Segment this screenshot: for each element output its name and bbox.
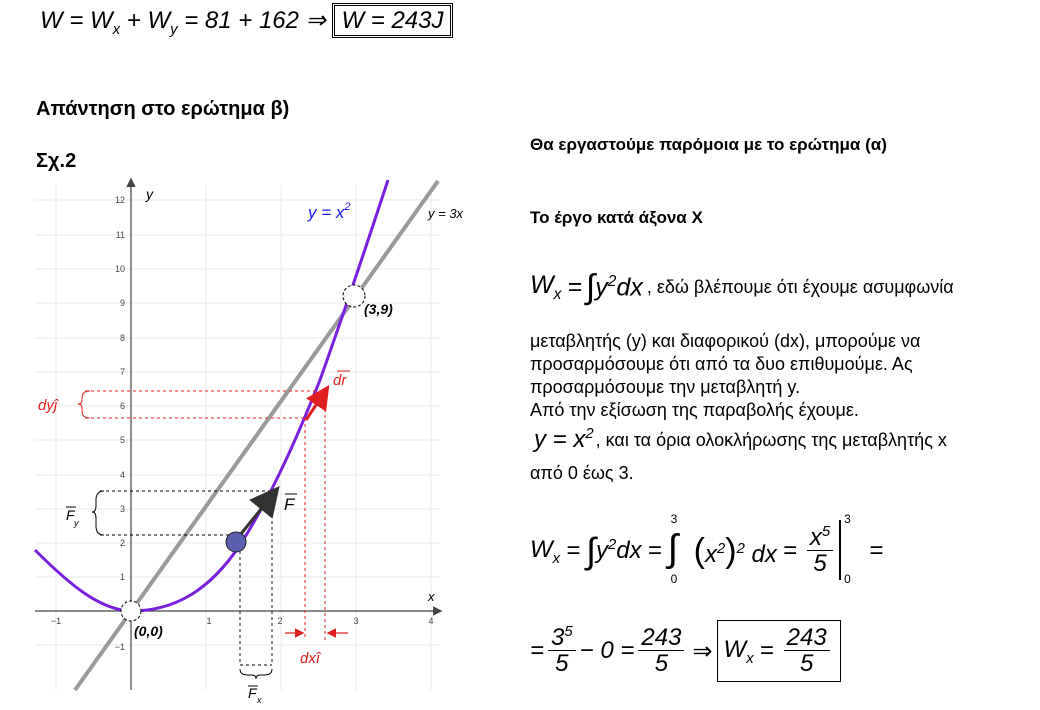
equals: = — [530, 637, 545, 664]
Fx-label: F — [248, 685, 257, 701]
eval-upper: 3 — [844, 512, 851, 526]
explanation-paragraph — [530, 330, 920, 422]
Fy-brace — [92, 491, 104, 535]
y-tick: 12 — [114, 195, 125, 205]
x-tick-labels — [51, 616, 434, 626]
sub-x: x — [112, 21, 121, 38]
limits-line: από 0 έως 3. — [530, 463, 634, 483]
Fy-sub: y — [74, 518, 79, 528]
diagram-fig2 — [30, 175, 500, 705]
sub-y: y — [170, 21, 178, 38]
y-axis-label: y — [146, 186, 153, 202]
eval-lower: 0 — [844, 572, 851, 586]
fraction-3pow5-5: $\frac{3^5}{5}$ — [548, 625, 576, 678]
y-tick: 1 — [119, 572, 125, 582]
x-tick: 3 — [353, 616, 359, 626]
x-axis-label: x — [428, 589, 435, 604]
top-equation — [40, 6, 453, 38]
y-tick: 7 — [119, 367, 125, 377]
dr-label: dr — [333, 372, 347, 389]
origin-marker — [121, 601, 141, 621]
y-tick: 8 — [119, 333, 125, 343]
para-line: προσαρμόσουμε την μεταβλητή y. — [530, 377, 801, 397]
equals: = — [647, 537, 662, 564]
integral-equation — [530, 512, 884, 586]
top-eq-result-box: W = 243J — [332, 3, 452, 38]
integrand-2: $y^2dx$ — [595, 537, 642, 564]
top-eq-plus: + W — [126, 7, 171, 34]
Fx-sub: x — [257, 695, 262, 705]
para-line: προσαρμόσουμε ότι από τα δυο επιθυμούμε. Ας — [530, 354, 913, 374]
integral-sign: ∫ — [586, 530, 596, 571]
intersection-marker — [343, 285, 365, 307]
upper-limit: 3 — [670, 512, 678, 526]
figure-label: Σχ.2 — [36, 150, 77, 172]
dy-brace — [78, 391, 90, 418]
y-tick: 4 — [119, 470, 125, 480]
top-eq-rest: = 81 + 162 ⇒ — [184, 7, 326, 34]
para-line: Από την εξίσωση της παραβολής έχουμε. — [530, 400, 859, 420]
y-tick: 10 — [114, 264, 125, 274]
dy-guides — [85, 391, 325, 640]
parabola-label: $y = x^2$ — [308, 201, 351, 222]
wx-symbol: $W_x$ — [530, 271, 562, 303]
dy-label: dyĵ — [38, 397, 58, 414]
wx-intro-line — [530, 268, 954, 307]
origin-label: (0,0) — [134, 623, 163, 639]
dx-label: dxî — [300, 650, 321, 667]
Fx-brace — [240, 669, 272, 679]
wx-result-box: $W_x$ = $\frac{243}{5}$ — [717, 620, 841, 683]
equals: = — [782, 537, 797, 564]
section-heading: Απάντηση στο ερώτημα β) — [36, 98, 290, 120]
particle-ball — [226, 532, 246, 552]
implies-arrow: ⇒ — [692, 637, 713, 665]
F-label: F — [284, 495, 295, 514]
x-tick: 2 — [277, 616, 283, 626]
point-label: (3,9) — [364, 301, 393, 317]
y-eq-x2: $y = x^2$ — [534, 426, 594, 453]
evaluation-bar — [837, 512, 859, 586]
x-tick: 1 — [206, 616, 212, 626]
lower-limit: 0 — [670, 572, 678, 586]
wx-symbol-2: $W_x$ — [530, 535, 561, 567]
integral-sign: ∫ — [585, 268, 596, 306]
F-vector — [236, 493, 274, 540]
definite-integral — [667, 512, 694, 586]
y-tick: 5 — [119, 435, 125, 445]
x-tick: −1 — [50, 616, 62, 626]
wx-intro-text: , εδώ βλέπουμε ότι έχουμε ασυμφωνία — [646, 277, 954, 297]
y-tick: 6 — [119, 401, 125, 411]
equals: = — [566, 537, 581, 564]
y-tick-labels — [115, 195, 125, 652]
top-eq-lhs: W = W — [40, 7, 113, 34]
intro-line: Θα εργαστούμε παρόμοια με το ερώτημα (α) — [530, 135, 887, 154]
y-tick: 3 — [119, 504, 125, 514]
final-equation — [530, 618, 841, 684]
equals: = — [869, 537, 884, 564]
F-guides — [100, 491, 272, 665]
subheading-work-x: Το έργο κατά άξονα Χ — [530, 208, 703, 227]
fraction-x5-5: $\frac{x^5}{5}$ — [807, 525, 833, 578]
y-tick: 9 — [119, 298, 125, 308]
y-tick: 2 — [119, 538, 125, 548]
x-tick: 4 — [428, 616, 434, 626]
Fy-label: F — [66, 507, 75, 523]
parabola-eq-line — [534, 426, 947, 454]
integral-sign: ∫ — [667, 528, 679, 570]
para-line: μεταβλητής (y) και διαφορικού (dx), μπορούμε να — [530, 331, 921, 351]
integrand-3: $(x^2)^2$ dx — [693, 531, 777, 570]
y-tick: 11 — [115, 230, 125, 240]
parabola-curve — [35, 180, 388, 611]
equals: = — [567, 273, 582, 301]
line-label: y = 3x — [428, 206, 464, 221]
limits-text: , και τα όρια ολοκλήρωσης της μεταβλητής x — [595, 429, 947, 450]
minus-zero: − 0 = — [579, 637, 635, 664]
fraction-243-5: $\frac{243}{5}$ — [638, 625, 684, 678]
integrand: $y^2dx$ — [595, 272, 643, 302]
y-tick: −1 — [114, 642, 125, 652]
